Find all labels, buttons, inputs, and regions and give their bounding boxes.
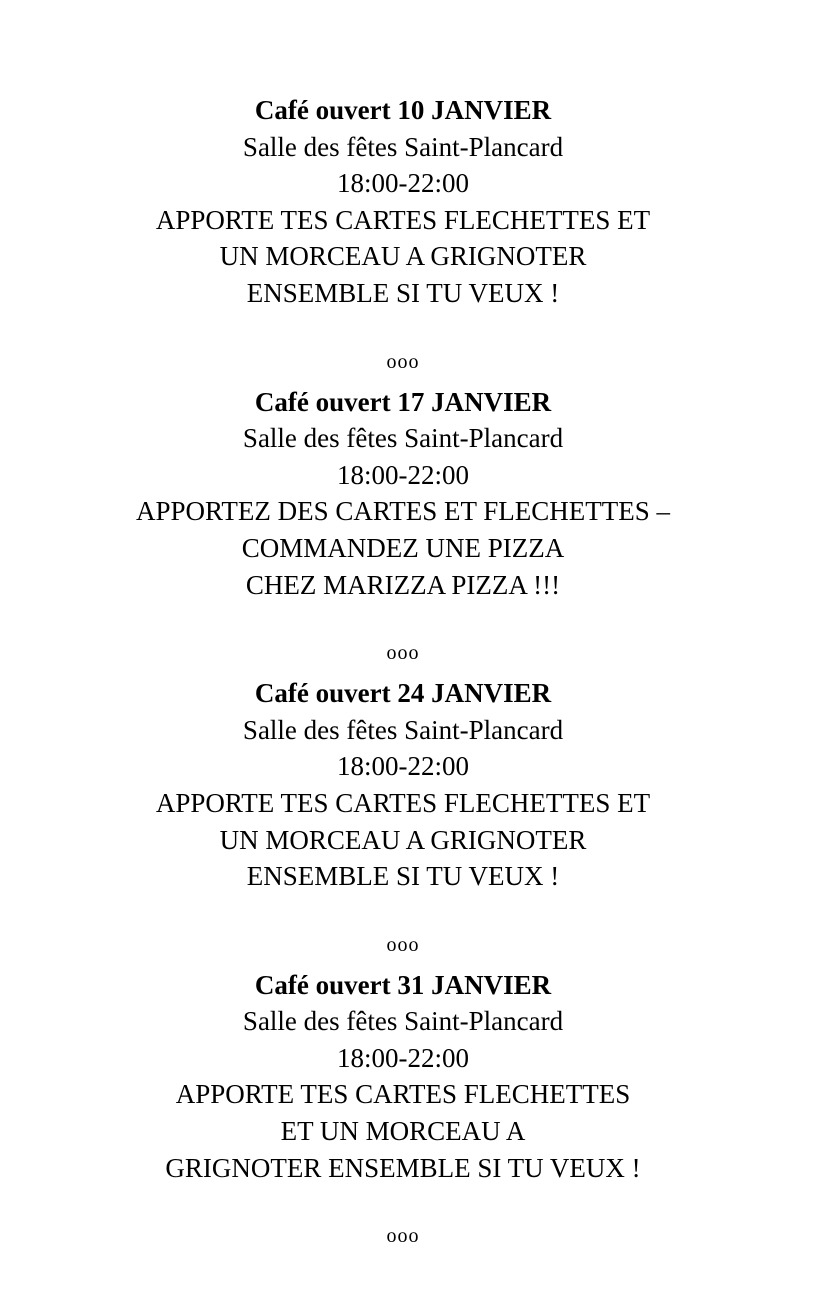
event-description-line: UN MORCEAU A GRIGNOTER: [219, 824, 587, 855]
event-title: Café ouvert 24 JANVIER: [254, 678, 552, 709]
event-location: Salle des fêtes Saint-Plancard: [242, 714, 564, 745]
event-description-line: ENSEMBLE SI TU VEUX !: [246, 861, 560, 892]
event-description-line: ENSEMBLE SI TU VEUX !: [246, 277, 560, 308]
event-description-line: APPORTEZ DES CARTES ET FLECHETTES –: [135, 496, 671, 527]
event-list: [0, 92, 806, 1258]
event-location: Salle des fêtes Saint-Plancard: [242, 131, 564, 162]
event-time: 18:00-22:00: [337, 751, 469, 782]
event-description-line: ET UN MORCEAU A: [280, 1116, 526, 1147]
event-title: Café ouvert 17 JANVIER: [254, 386, 552, 417]
event-title: Café ouvert 31 JANVIER: [254, 969, 552, 1000]
event-location: Salle des fêtes Saint-Plancard: [242, 1006, 564, 1037]
separator-ornament: ooo: [386, 933, 420, 956]
event-location: Salle des fêtes Saint-Plancard: [242, 423, 564, 454]
event-time: 18:00-22:00: [337, 1042, 469, 1073]
event-time: 18:00-22:00: [337, 459, 469, 490]
event-description-line: APPORTE TES CARTES FLECHETTES: [175, 1079, 631, 1110]
event-title: Café ouvert 10 JANVIER: [254, 95, 552, 125]
event-description-line: COMMANDEZ UNE PIZZA: [241, 532, 565, 563]
event-block: [0, 92, 806, 372]
event-block: [0, 967, 806, 1247]
event-description-line: GRIGNOTER ENSEMBLE SI TU VEUX !: [165, 1152, 641, 1183]
event-time: 18:00-22:00: [337, 168, 469, 199]
separator-ornament: ooo: [386, 350, 420, 373]
event-description-line: CHEZ MARIZZA PIZZA !!!: [245, 569, 561, 600]
separator-ornament: ooo: [386, 1225, 420, 1248]
event-block: [0, 384, 806, 664]
event-description-line: UN MORCEAU A GRIGNOTER: [219, 241, 587, 272]
separator-ornament: ooo: [386, 642, 420, 665]
event-description-line: APPORTE TES CARTES FLECHETTES ET: [155, 204, 651, 235]
event-block: [0, 675, 806, 955]
event-description-line: APPORTE TES CARTES FLECHETTES ET: [155, 787, 651, 818]
